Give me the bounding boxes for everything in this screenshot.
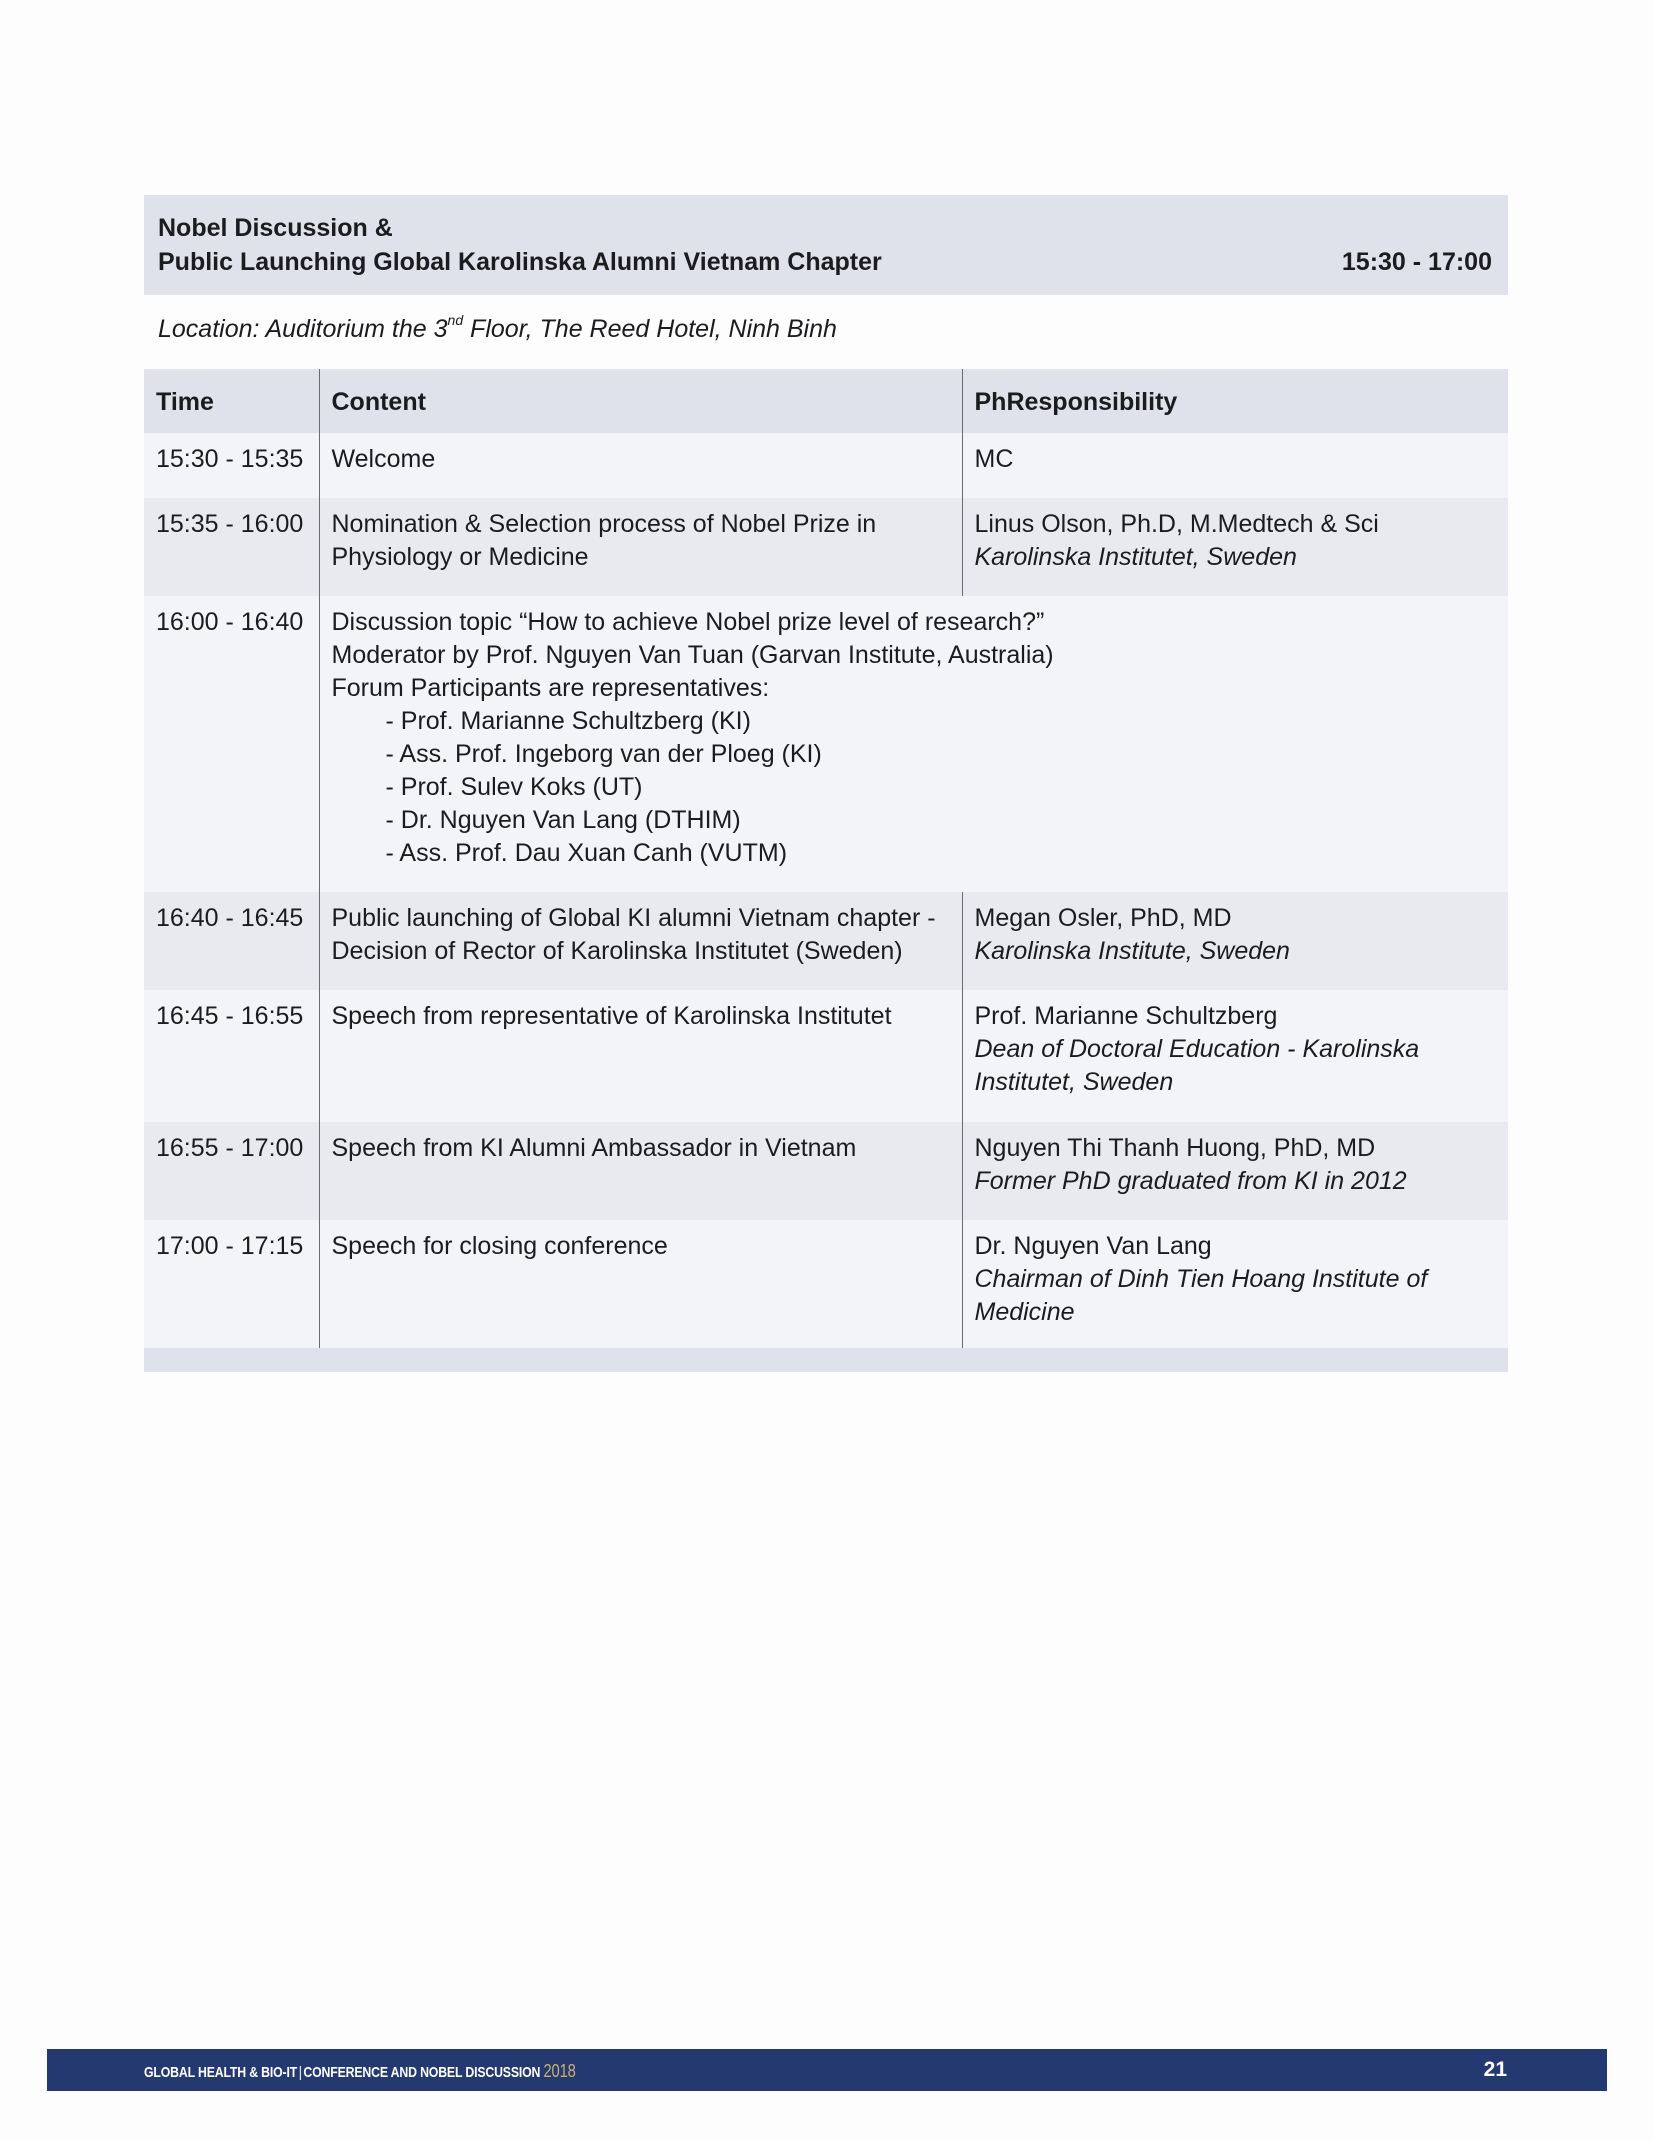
session-header bbox=[144, 195, 1508, 295]
responsible-name: Dr. Nguyen Van Lang bbox=[974, 1232, 1212, 1260]
row-time: 16:45 - 16:55 bbox=[144, 990, 319, 1122]
row-time: 16:00 - 16:40 bbox=[144, 596, 319, 892]
responsible-name: Nguyen Thi Thanh Huong, PhD, MD bbox=[974, 1134, 1376, 1162]
responsible-name: MC bbox=[974, 445, 1014, 473]
row-content bbox=[319, 892, 962, 990]
responsible-name: Linus Olson, Ph.D, M.Medtech & Sci bbox=[974, 510, 1379, 538]
table-footer-band bbox=[144, 1348, 1508, 1372]
location-superscript: nd bbox=[447, 312, 464, 328]
footer-year: 2018 bbox=[543, 2061, 576, 2081]
footer-document-title bbox=[144, 2061, 576, 2082]
row-responsibility bbox=[962, 1220, 1508, 1348]
responsible-affiliation: Medicine bbox=[974, 1298, 1075, 1326]
content-line: Decision of Rector of Karolinska Institutet (Sweden) bbox=[331, 937, 903, 965]
page-number: 21 bbox=[1483, 2058, 1507, 2081]
content-line: Physiology or Medicine bbox=[331, 543, 589, 571]
location-prefix: Location: Auditorium the 3 bbox=[158, 315, 448, 343]
row-responsibility bbox=[962, 433, 1508, 498]
table-row bbox=[144, 1220, 1508, 1348]
participant-item: - Prof. Sulev Koks (UT) bbox=[385, 773, 643, 801]
table-row bbox=[144, 596, 1508, 892]
location-suffix: Floor, The Reed Hotel, Ninh Binh bbox=[463, 315, 837, 343]
footer-title-part1: GLOBAL HEALTH & BIO-IT bbox=[144, 2064, 298, 2081]
header-responsibility: PhResponsibility bbox=[962, 369, 1508, 433]
responsible-name: Prof. Marianne Schultzberg bbox=[974, 1002, 1278, 1030]
table-row bbox=[144, 892, 1508, 990]
row-responsibility bbox=[962, 1122, 1508, 1220]
responsible-affiliation: Institutet, Sweden bbox=[974, 1068, 1174, 1096]
responsible-affiliation: Chairman of Dinh Tien Hoang Institute of bbox=[974, 1265, 1428, 1293]
location-line bbox=[158, 312, 837, 346]
row-time: 16:40 - 16:45 bbox=[144, 892, 319, 990]
table-row bbox=[144, 990, 1508, 1122]
session-title-line-2: Public Launching Global Karolinska Alumni Vietnam Chapter bbox=[158, 248, 882, 276]
table-header-row bbox=[144, 369, 1508, 433]
row-responsibility bbox=[962, 498, 1508, 596]
session-title-line-1: Nobel Discussion & bbox=[158, 214, 393, 242]
row-responsibility bbox=[962, 892, 1508, 990]
content-line: Nomination & Selection process of Nobel Prize in bbox=[331, 510, 877, 538]
content-line: Public launching of Global KI alumni Vietnam chapter - bbox=[331, 904, 936, 932]
session-time-range: 15:30 - 17:00 bbox=[1341, 248, 1492, 276]
responsible-affiliation: Dean of Doctoral Education - Karolinska bbox=[974, 1035, 1420, 1063]
participant-item: - Ass. Prof. Ingeborg van der Ploeg (KI) bbox=[385, 740, 822, 768]
schedule-table bbox=[144, 369, 1508, 1372]
participant-item: - Ass. Prof. Dau Xuan Canh (VUTM) bbox=[385, 839, 788, 867]
row-content-discussion bbox=[319, 596, 1508, 892]
row-content: Welcome bbox=[319, 433, 962, 498]
responsible-affiliation: Karolinska Institutet, Sweden bbox=[974, 543, 1297, 571]
table-row bbox=[144, 433, 1508, 498]
participant-item: - Prof. Marianne Schultzberg (KI) bbox=[385, 707, 751, 735]
row-time: 15:30 - 15:35 bbox=[144, 433, 319, 498]
responsible-name: Megan Osler, PhD, MD bbox=[974, 904, 1232, 932]
row-content: Speech from representative of Karolinska Institutet bbox=[319, 990, 962, 1122]
row-content: Speech for closing conference bbox=[319, 1220, 962, 1348]
row-content: Speech from KI Alumni Ambassador in Vietnam bbox=[319, 1122, 962, 1220]
responsible-affiliation: Former PhD graduated from KI in 2012 bbox=[974, 1167, 1407, 1195]
responsible-affiliation: Karolinska Institute, Sweden bbox=[974, 937, 1290, 965]
header-time: Time bbox=[144, 369, 319, 433]
table-footer-strip bbox=[144, 1348, 1508, 1372]
footer-title-separator: | bbox=[298, 2064, 302, 2081]
row-time: 17:00 - 17:15 bbox=[144, 1220, 319, 1348]
row-time: 15:35 - 16:00 bbox=[144, 498, 319, 596]
row-responsibility bbox=[962, 990, 1508, 1122]
participant-item: - Dr. Nguyen Van Lang (DTHIM) bbox=[385, 806, 741, 834]
row-content bbox=[319, 498, 962, 596]
footer-title-part2: CONFERENCE AND NOBEL DISCUSSION bbox=[303, 2064, 541, 2081]
table-row bbox=[144, 498, 1508, 596]
footer-bar bbox=[47, 2049, 1607, 2091]
table-row bbox=[144, 1122, 1508, 1220]
discussion-topic: Discussion topic “How to achieve Nobel prize level of research?” bbox=[331, 608, 1045, 636]
discussion-participants-intro: Forum Participants are representatives: bbox=[331, 674, 770, 702]
discussion-moderator: Moderator by Prof. Nguyen Van Tuan (Garvan Institute, Australia) bbox=[331, 641, 1054, 669]
row-time: 16:55 - 17:00 bbox=[144, 1122, 319, 1220]
header-content: Content bbox=[319, 369, 962, 433]
